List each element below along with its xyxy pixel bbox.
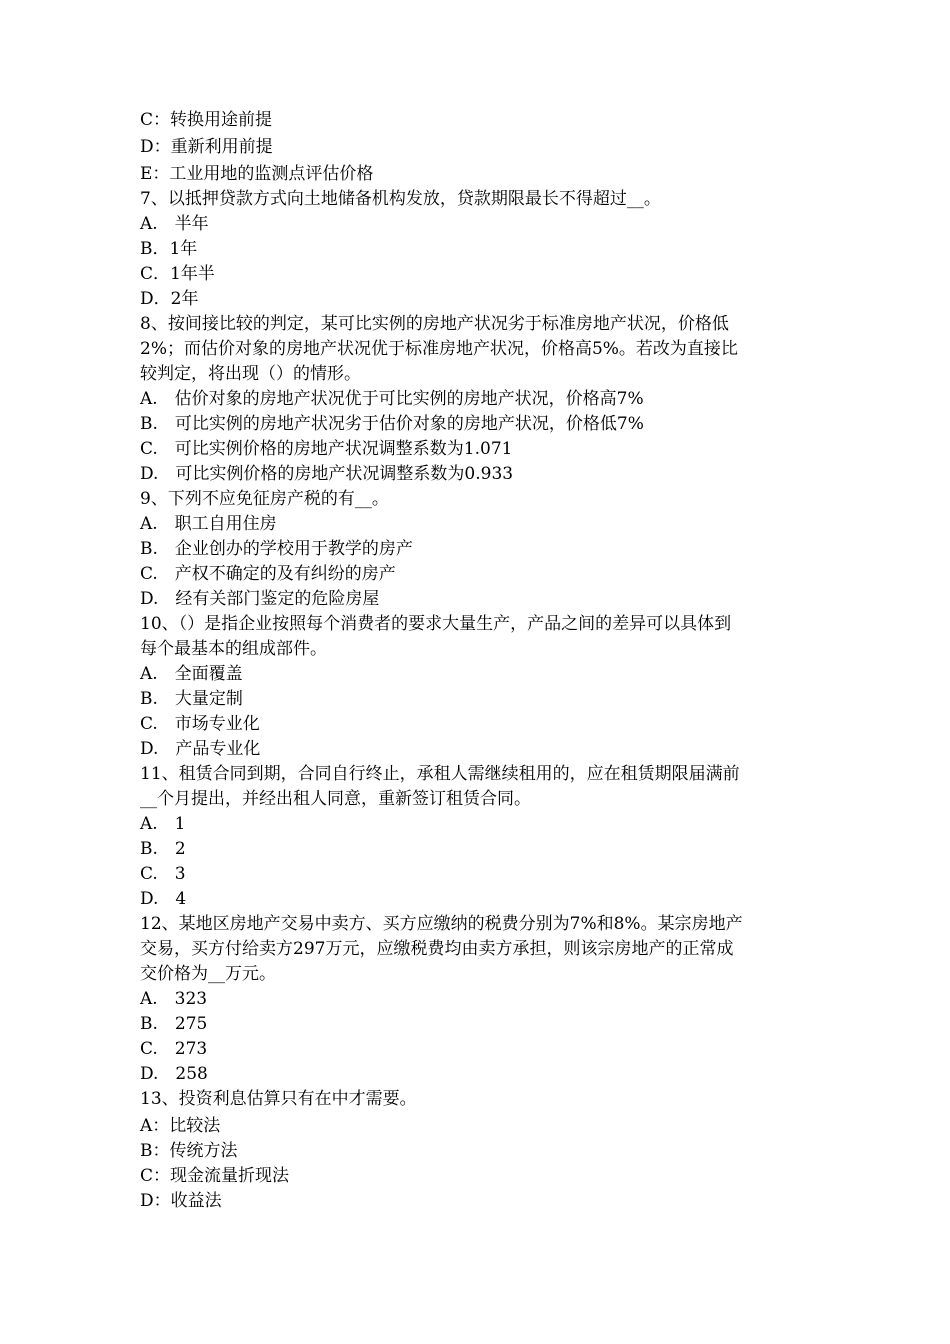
question-12-line-2: 交易，买方付给卖方297万元，应缴税费均由卖方承担，则该宗房地产的正常成 [140, 939, 734, 959]
q8-option-c: C. 可比实例价格的房地产状况调整系数为1.071 [140, 439, 513, 459]
q12-option-a: A. 323 [140, 989, 208, 1009]
option-c-line: C：转换用途前提 [140, 110, 273, 130]
q11-option-b: B. 2 [140, 839, 186, 859]
q13-option-d: D：收益法 [140, 1191, 222, 1211]
question-8-line-2: 2%；而估价对象的房地产状况优于标准房地产状况，价格高5%。若改为直接比 [140, 339, 738, 359]
q10-option-d: D. 产品专业化 [140, 739, 261, 759]
q7-option-d: D．2年 [140, 289, 199, 309]
q11-option-d: D. 4 [140, 889, 187, 909]
option-e-line: E：工业用地的监测点评估价格 [140, 164, 374, 184]
q12-option-d: D. 258 [140, 1064, 208, 1084]
question-8-line-1: 8、按间接比较的判定，某可比实例的房地产状况劣于标准房地产状况，价格低 [140, 314, 729, 334]
question-12-line-3: 交价格为__万元。 [140, 964, 276, 984]
q9-option-a: A. 职工自用住房 [140, 514, 277, 534]
q12-option-c: C. 273 [140, 1039, 208, 1059]
q8-option-a: A. 估价对象的房地产状况优于可比实例的房地产状况，价格高7% [140, 389, 644, 409]
q10-option-a: A. 全面覆盖 [140, 664, 243, 684]
q7-option-c: C．1年半 [140, 264, 215, 284]
q13-option-c: C：现金流量折现法 [140, 1166, 290, 1186]
q7-option-a: A. 半年 [140, 214, 209, 234]
option-d-line: D：重新利用前提 [140, 137, 273, 157]
document-body [140, 108, 820, 1214]
q13-option-a: A：比较法 [140, 1116, 221, 1136]
question-11-line-2: __个月提出，并经出租人同意，重新签订租赁合同。 [140, 789, 531, 809]
question-10-line-2: 每个最基本的组成部件。 [140, 639, 327, 659]
question-8-line-3: 较判定，将出现（）的情形。 [140, 364, 361, 384]
q9-option-c: C. 产权不确定的及有纠纷的房产 [140, 564, 396, 584]
q7-option-b: B．1年 [140, 239, 198, 259]
q9-option-b: B. 企业创办的学校用于教学的房产 [140, 539, 413, 559]
q10-option-c: C. 市场专业化 [140, 714, 260, 734]
question-10-line-1: 10、（）是指企业按照每个消费者的要求大量生产，产品之间的差异可以具体到 [140, 614, 732, 634]
question-9: 9、下列不应免征房产税的有__。 [140, 489, 389, 509]
q13-option-b: B：传统方法 [140, 1141, 238, 1161]
q11-option-c: C. 3 [140, 864, 186, 884]
question-12-line-1: 12、某地区房地产交易中卖方、买方应缴纳的税费分别为7%和8%。某宗房地产 [140, 914, 743, 934]
question-11-line-1: 11、租赁合同到期，合同自行终止，承租人需继续租用的，应在租赁期限届满前 [140, 764, 740, 784]
q8-option-b: B. 可比实例的房地产状况劣于估价对象的房地产状况，价格低7% [140, 414, 644, 434]
q8-option-d: D. 可比实例价格的房地产状况调整系数为0.933 [140, 464, 514, 484]
q11-option-a: A. 1 [140, 814, 186, 834]
question-7: 7、以抵押贷款方式向土地储备机构发放，贷款期限最长不得超过__。 [140, 189, 661, 209]
question-13: 13、投资利息估算只有在中才需要。 [140, 1089, 417, 1109]
q9-option-d: D. 经有关部门鉴定的危险房屋 [140, 589, 380, 609]
q10-option-b: B. 大量定制 [140, 689, 243, 709]
q12-option-b: B. 275 [140, 1014, 208, 1034]
